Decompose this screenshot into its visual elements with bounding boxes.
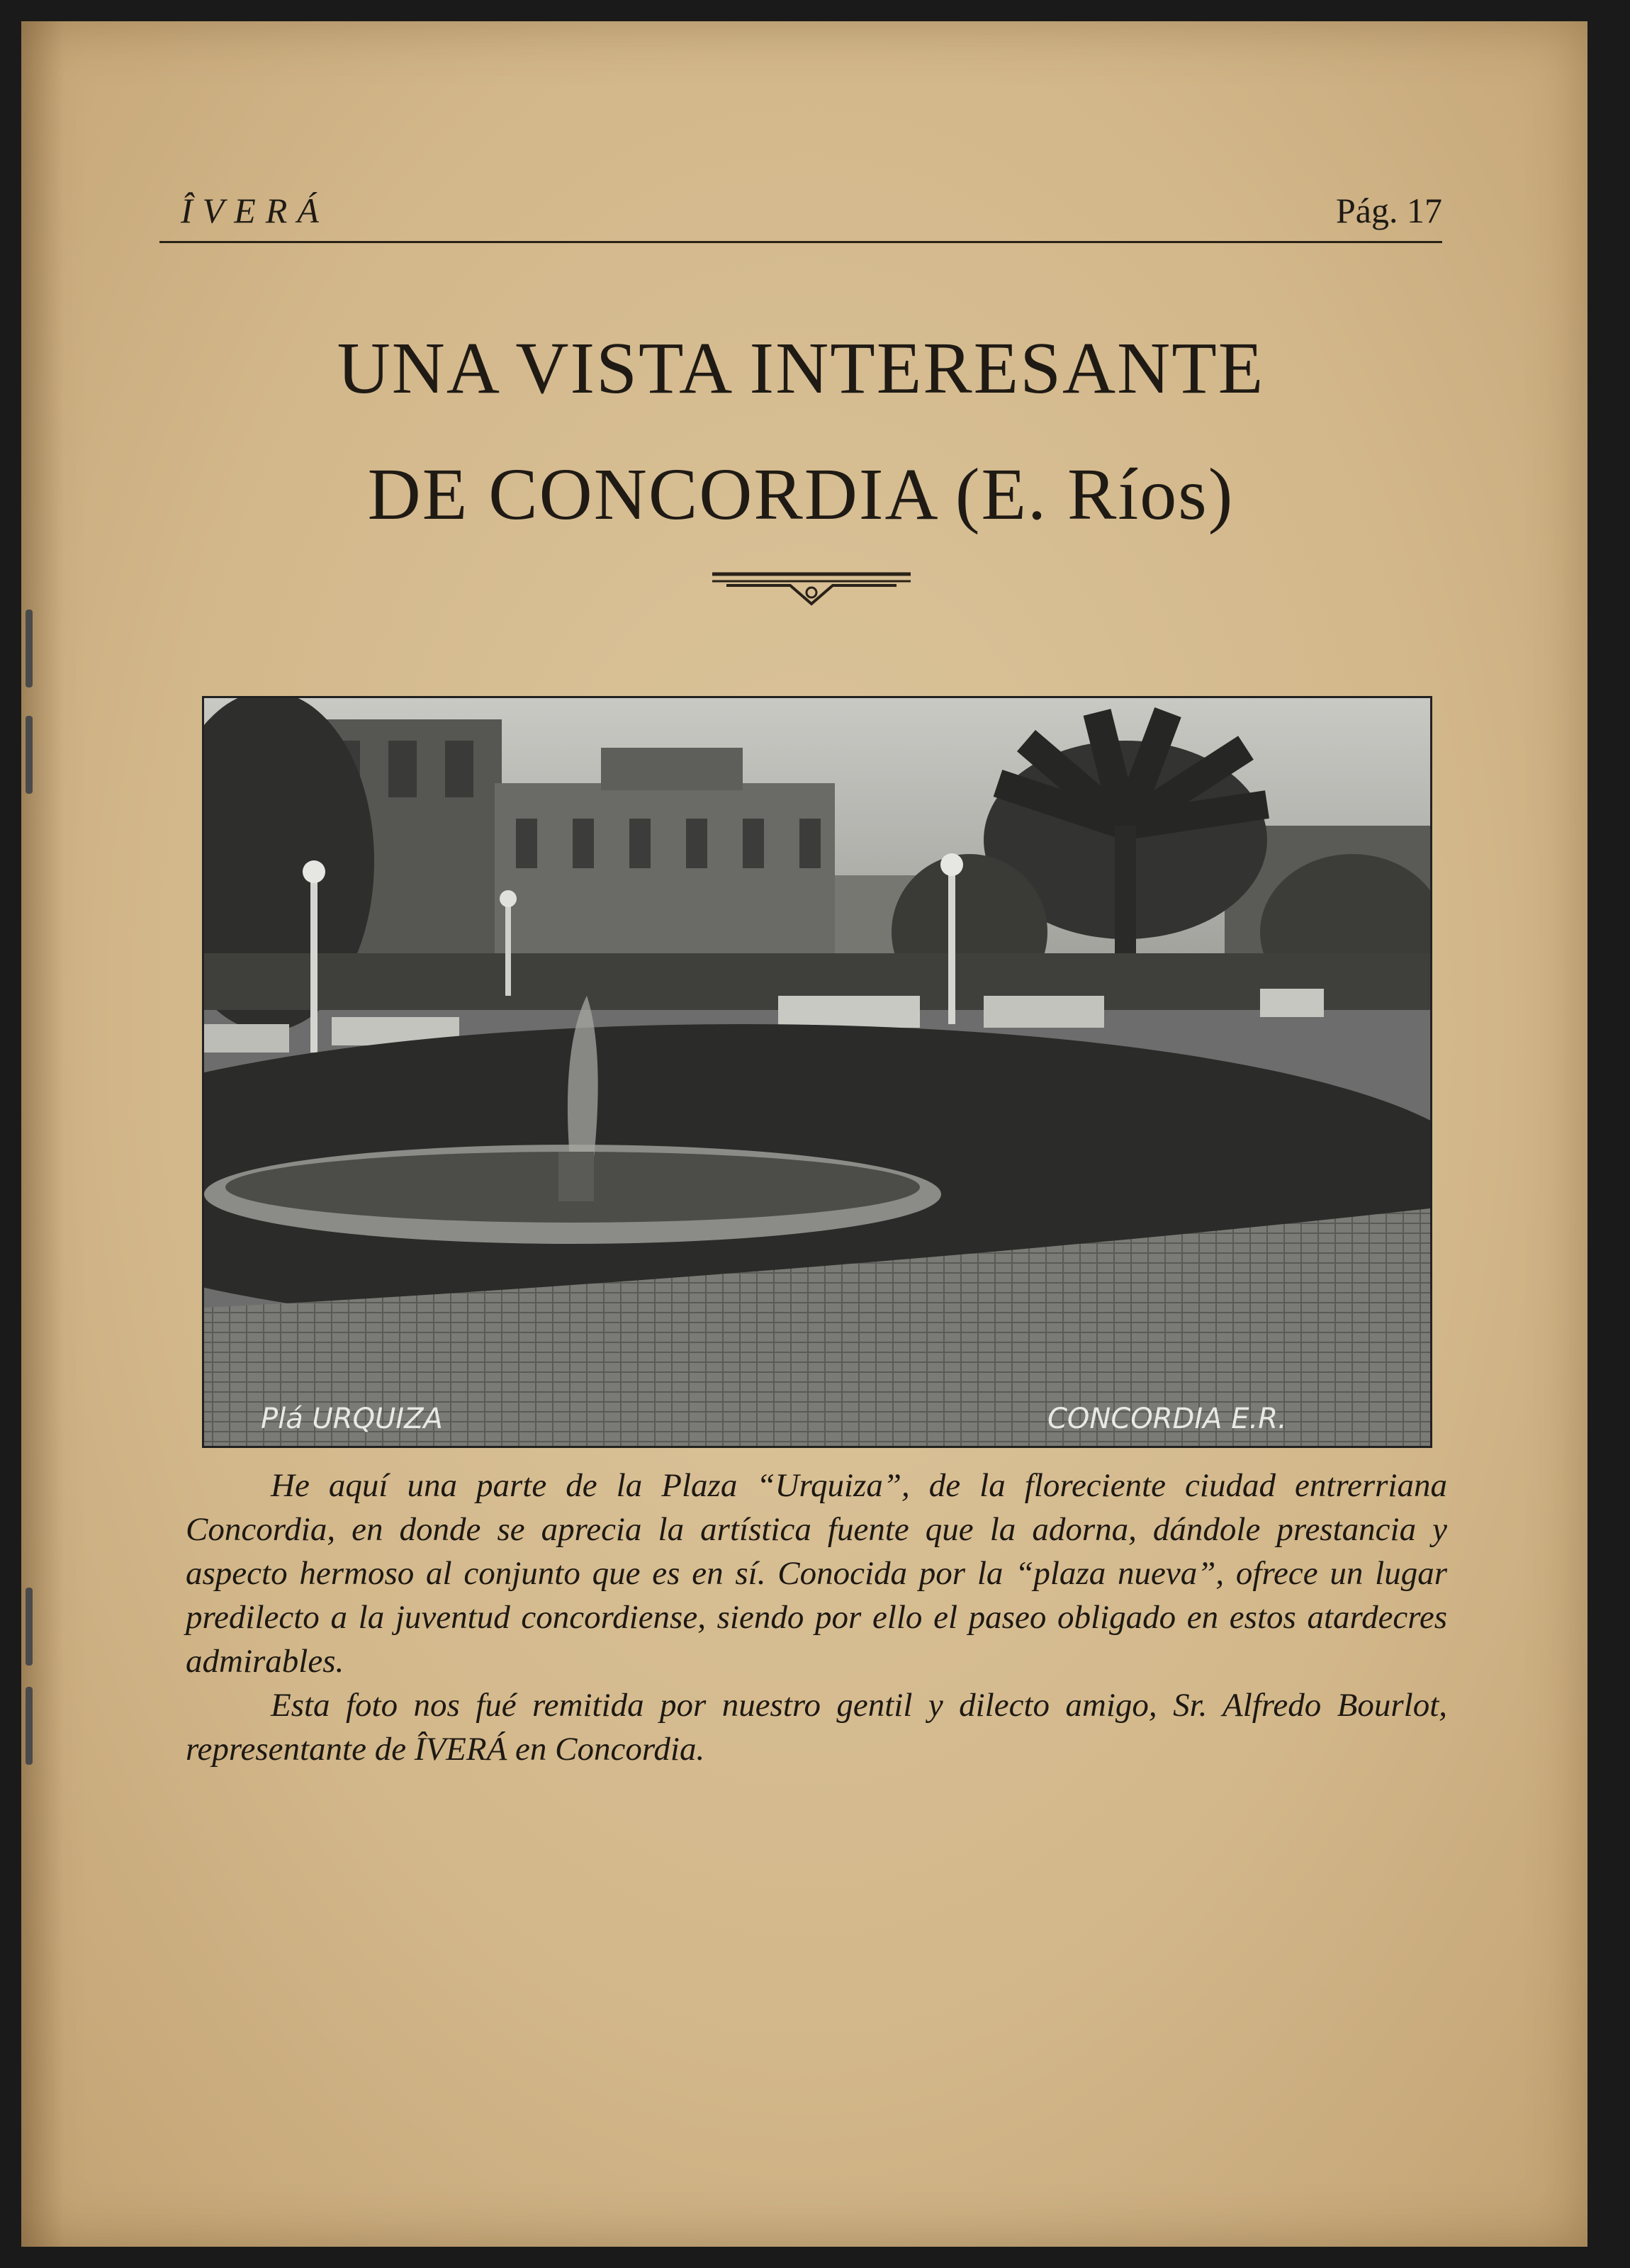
- photo-label-right: CONCORDIA E.R.: [1047, 1403, 1287, 1435]
- page-spine-shadow: [21, 21, 64, 2247]
- staple-bottom-icon: [26, 1588, 33, 1666]
- caption-paragraph-1: He aquí una parte de la Plaza “Urquiza”, de la floreciente ciudad entrerriana Concordia, en donde se aprecia la artística fuente que la adorna, dándole prestancia y aspecto hermoso al conjunto que es en sí. Conocida por la “plaza nueva”, ofrece un lugar predilecto a la juventud concordiense, siendo por ello el paseo obligado en estos atardecres admirables.: [186, 1467, 1447, 1680]
- article-title-line-2: DE CONCORDIA (E. Ríos): [367, 454, 1235, 535]
- running-header: [159, 177, 1442, 243]
- magazine-name: ÎVERÁ: [181, 191, 329, 230]
- article-title-line-1: UNA VISTA INTERESANTE: [337, 327, 1265, 409]
- title-ornament-icon: [712, 567, 911, 610]
- staple-bottom-lower-icon: [26, 1687, 33, 1765]
- photo-caption: [186, 1464, 1447, 1771]
- staple-top-icon: [26, 610, 33, 687]
- page-number: Pág. 17: [1336, 191, 1442, 230]
- caption-paragraph-2: Esta foto nos fué remitida por nuestro gentil y dilecto amigo, Sr. Alfredo Bourlot, representante de ÎVERÁ en Concordia.: [186, 1687, 1447, 1768]
- plaza-photograph: [202, 696, 1432, 1448]
- photo-label-left: Plá URQUIZA: [261, 1403, 443, 1435]
- staple-top-lower-icon: [26, 716, 33, 794]
